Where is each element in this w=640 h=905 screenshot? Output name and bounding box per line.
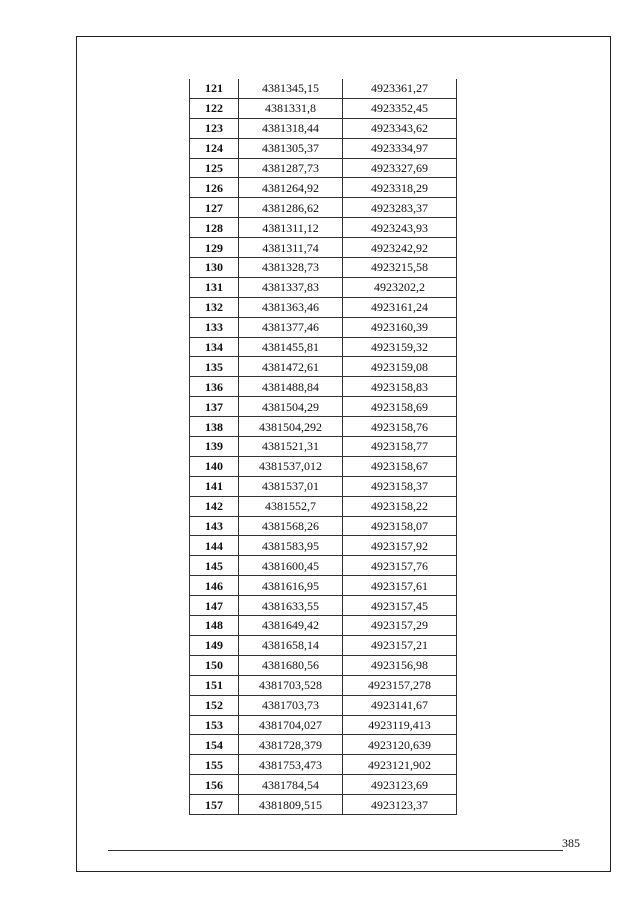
x-coordinate-cell: 4381600,45 (239, 556, 343, 576)
x-coordinate-cell: 4381472,61 (239, 357, 343, 377)
table-row (190, 516, 457, 536)
table-row (190, 337, 457, 357)
point-number-cell: 144 (190, 536, 239, 556)
y-coordinate-cell: 4923343,62 (343, 118, 457, 138)
y-coordinate-cell: 4923242,92 (343, 238, 457, 258)
x-coordinate-cell: 4381568,26 (239, 516, 343, 536)
y-coordinate-cell: 4923158,76 (343, 417, 457, 437)
point-number-cell: 149 (190, 635, 239, 655)
point-number-cell: 139 (190, 437, 239, 457)
x-coordinate-cell: 4381703,528 (239, 675, 343, 695)
y-coordinate-cell: 4923215,58 (343, 258, 457, 278)
x-coordinate-cell: 4381311,12 (239, 218, 343, 238)
point-number-cell: 126 (190, 178, 239, 198)
point-number-cell: 146 (190, 576, 239, 596)
point-number-cell: 123 (190, 118, 239, 138)
y-coordinate-cell: 4923158,69 (343, 397, 457, 417)
y-coordinate-cell: 4923159,08 (343, 357, 457, 377)
x-coordinate-cell: 4381537,01 (239, 476, 343, 496)
x-coordinate-cell: 4381552,7 (239, 496, 343, 516)
point-number-cell: 124 (190, 138, 239, 158)
table-row (190, 178, 457, 198)
x-coordinate-cell: 4381753,473 (239, 755, 343, 775)
y-coordinate-cell: 4923159,32 (343, 337, 457, 357)
table-row (190, 576, 457, 596)
x-coordinate-cell: 4381649,42 (239, 616, 343, 636)
table-row (190, 556, 457, 576)
point-number-cell: 121 (190, 79, 239, 98)
table-row (190, 79, 457, 98)
point-number-cell: 145 (190, 556, 239, 576)
point-number-cell: 140 (190, 456, 239, 476)
table-row (190, 536, 457, 556)
x-coordinate-cell: 4381680,56 (239, 655, 343, 675)
table-row (190, 397, 457, 417)
table-row (190, 655, 457, 675)
point-number-cell: 143 (190, 516, 239, 536)
x-coordinate-cell: 4381488,84 (239, 377, 343, 397)
x-coordinate-cell: 4381703,73 (239, 695, 343, 715)
y-coordinate-cell: 4923141,67 (343, 695, 457, 715)
point-number-cell: 151 (190, 675, 239, 695)
x-coordinate-cell: 4381455,81 (239, 337, 343, 357)
coordinates-table-body (190, 79, 457, 814)
y-coordinate-cell: 4923121,902 (343, 755, 457, 775)
table-row (190, 476, 457, 496)
y-coordinate-cell: 4923334,97 (343, 138, 457, 158)
y-coordinate-cell: 4923120,639 (343, 735, 457, 755)
point-number-cell: 134 (190, 337, 239, 357)
y-coordinate-cell: 4923318,29 (343, 178, 457, 198)
x-coordinate-cell: 4381363,46 (239, 297, 343, 317)
point-number-cell: 136 (190, 377, 239, 397)
point-number-cell: 130 (190, 258, 239, 278)
x-coordinate-cell: 4381521,31 (239, 437, 343, 457)
y-coordinate-cell: 4923352,45 (343, 98, 457, 118)
y-coordinate-cell: 4923157,45 (343, 596, 457, 616)
y-coordinate-cell: 4923202,2 (343, 277, 457, 297)
table-row (190, 118, 457, 138)
y-coordinate-cell: 4923158,83 (343, 377, 457, 397)
table-row (190, 755, 457, 775)
y-coordinate-cell: 4923361,27 (343, 79, 457, 98)
table-row (190, 616, 457, 636)
table-row (190, 218, 457, 238)
table-row (190, 357, 457, 377)
table-row (190, 98, 457, 118)
y-coordinate-cell: 4923156,98 (343, 655, 457, 675)
point-number-cell: 148 (190, 616, 239, 636)
y-coordinate-cell: 4923158,07 (343, 516, 457, 536)
point-number-cell: 157 (190, 795, 239, 815)
point-number-cell: 141 (190, 476, 239, 496)
y-coordinate-cell: 4923283,37 (343, 198, 457, 218)
x-coordinate-cell: 4381616,95 (239, 576, 343, 596)
point-number-cell: 122 (190, 98, 239, 118)
x-coordinate-cell: 4381504,29 (239, 397, 343, 417)
y-coordinate-cell: 4923158,22 (343, 496, 457, 516)
x-coordinate-cell: 4381728,379 (239, 735, 343, 755)
x-coordinate-cell: 4381311,74 (239, 238, 343, 258)
table-row (190, 317, 457, 337)
x-coordinate-cell: 4381377,46 (239, 317, 343, 337)
table-row (190, 715, 457, 735)
point-number-cell: 152 (190, 695, 239, 715)
point-number-cell: 129 (190, 238, 239, 258)
point-number-cell: 125 (190, 158, 239, 178)
x-coordinate-cell: 4381318,44 (239, 118, 343, 138)
table-row (190, 138, 457, 158)
table-row (190, 635, 457, 655)
x-coordinate-cell: 4381331,8 (239, 98, 343, 118)
table-row (190, 456, 457, 476)
x-coordinate-cell: 4381287,73 (239, 158, 343, 178)
y-coordinate-cell: 4923157,61 (343, 576, 457, 596)
point-number-cell: 128 (190, 218, 239, 238)
y-coordinate-cell: 4923119,413 (343, 715, 457, 735)
x-coordinate-cell: 4381305,37 (239, 138, 343, 158)
footer-rule (108, 850, 563, 851)
point-number-cell: 137 (190, 397, 239, 417)
x-coordinate-cell: 4381704,027 (239, 715, 343, 735)
table-row (190, 377, 457, 397)
x-coordinate-cell: 4381784,54 (239, 775, 343, 795)
point-number-cell: 132 (190, 297, 239, 317)
table-row (190, 277, 457, 297)
point-number-cell: 153 (190, 715, 239, 735)
table-row (190, 158, 457, 178)
y-coordinate-cell: 4923158,37 (343, 476, 457, 496)
table-row (190, 258, 457, 278)
point-number-cell: 150 (190, 655, 239, 675)
point-number-cell: 156 (190, 775, 239, 795)
point-number-cell: 154 (190, 735, 239, 755)
y-coordinate-cell: 4923157,76 (343, 556, 457, 576)
table-row (190, 437, 457, 457)
y-coordinate-cell: 4923160,39 (343, 317, 457, 337)
x-coordinate-cell: 4381633,55 (239, 596, 343, 616)
x-coordinate-cell: 4381537,012 (239, 456, 343, 476)
y-coordinate-cell: 4923157,278 (343, 675, 457, 695)
point-number-cell: 127 (190, 198, 239, 218)
x-coordinate-cell: 4381264,92 (239, 178, 343, 198)
x-coordinate-cell: 4381286,62 (239, 198, 343, 218)
x-coordinate-cell: 4381658,14 (239, 635, 343, 655)
point-number-cell: 142 (190, 496, 239, 516)
x-coordinate-cell: 4381809,515 (239, 795, 343, 815)
y-coordinate-cell: 4923327,69 (343, 158, 457, 178)
table-row (190, 675, 457, 695)
point-number-cell: 147 (190, 596, 239, 616)
point-number-cell: 133 (190, 317, 239, 337)
coordinates-table (189, 79, 457, 815)
table-row (190, 496, 457, 516)
y-coordinate-cell: 4923161,24 (343, 297, 457, 317)
x-coordinate-cell: 4381328,73 (239, 258, 343, 278)
x-coordinate-cell: 4381583,95 (239, 536, 343, 556)
x-coordinate-cell: 4381337,83 (239, 277, 343, 297)
table-row (190, 795, 457, 815)
y-coordinate-cell: 4923157,21 (343, 635, 457, 655)
point-number-cell: 138 (190, 417, 239, 437)
y-coordinate-cell: 4923243,93 (343, 218, 457, 238)
y-coordinate-cell: 4923158,77 (343, 437, 457, 457)
table-row (190, 775, 457, 795)
x-coordinate-cell: 4381345,15 (239, 79, 343, 98)
table-row (190, 596, 457, 616)
table-row (190, 735, 457, 755)
table-row (190, 417, 457, 437)
table-row (190, 238, 457, 258)
table-row (190, 198, 457, 218)
y-coordinate-cell: 4923157,29 (343, 616, 457, 636)
point-number-cell: 131 (190, 277, 239, 297)
point-number-cell: 155 (190, 755, 239, 775)
table-row (190, 297, 457, 317)
page-number: 385 (562, 836, 580, 850)
y-coordinate-cell: 4923123,69 (343, 775, 457, 795)
y-coordinate-cell: 4923158,67 (343, 456, 457, 476)
y-coordinate-cell: 4923123,37 (343, 795, 457, 815)
x-coordinate-cell: 4381504,292 (239, 417, 343, 437)
point-number-cell: 135 (190, 357, 239, 377)
y-coordinate-cell: 4923157,92 (343, 536, 457, 556)
table-row (190, 695, 457, 715)
